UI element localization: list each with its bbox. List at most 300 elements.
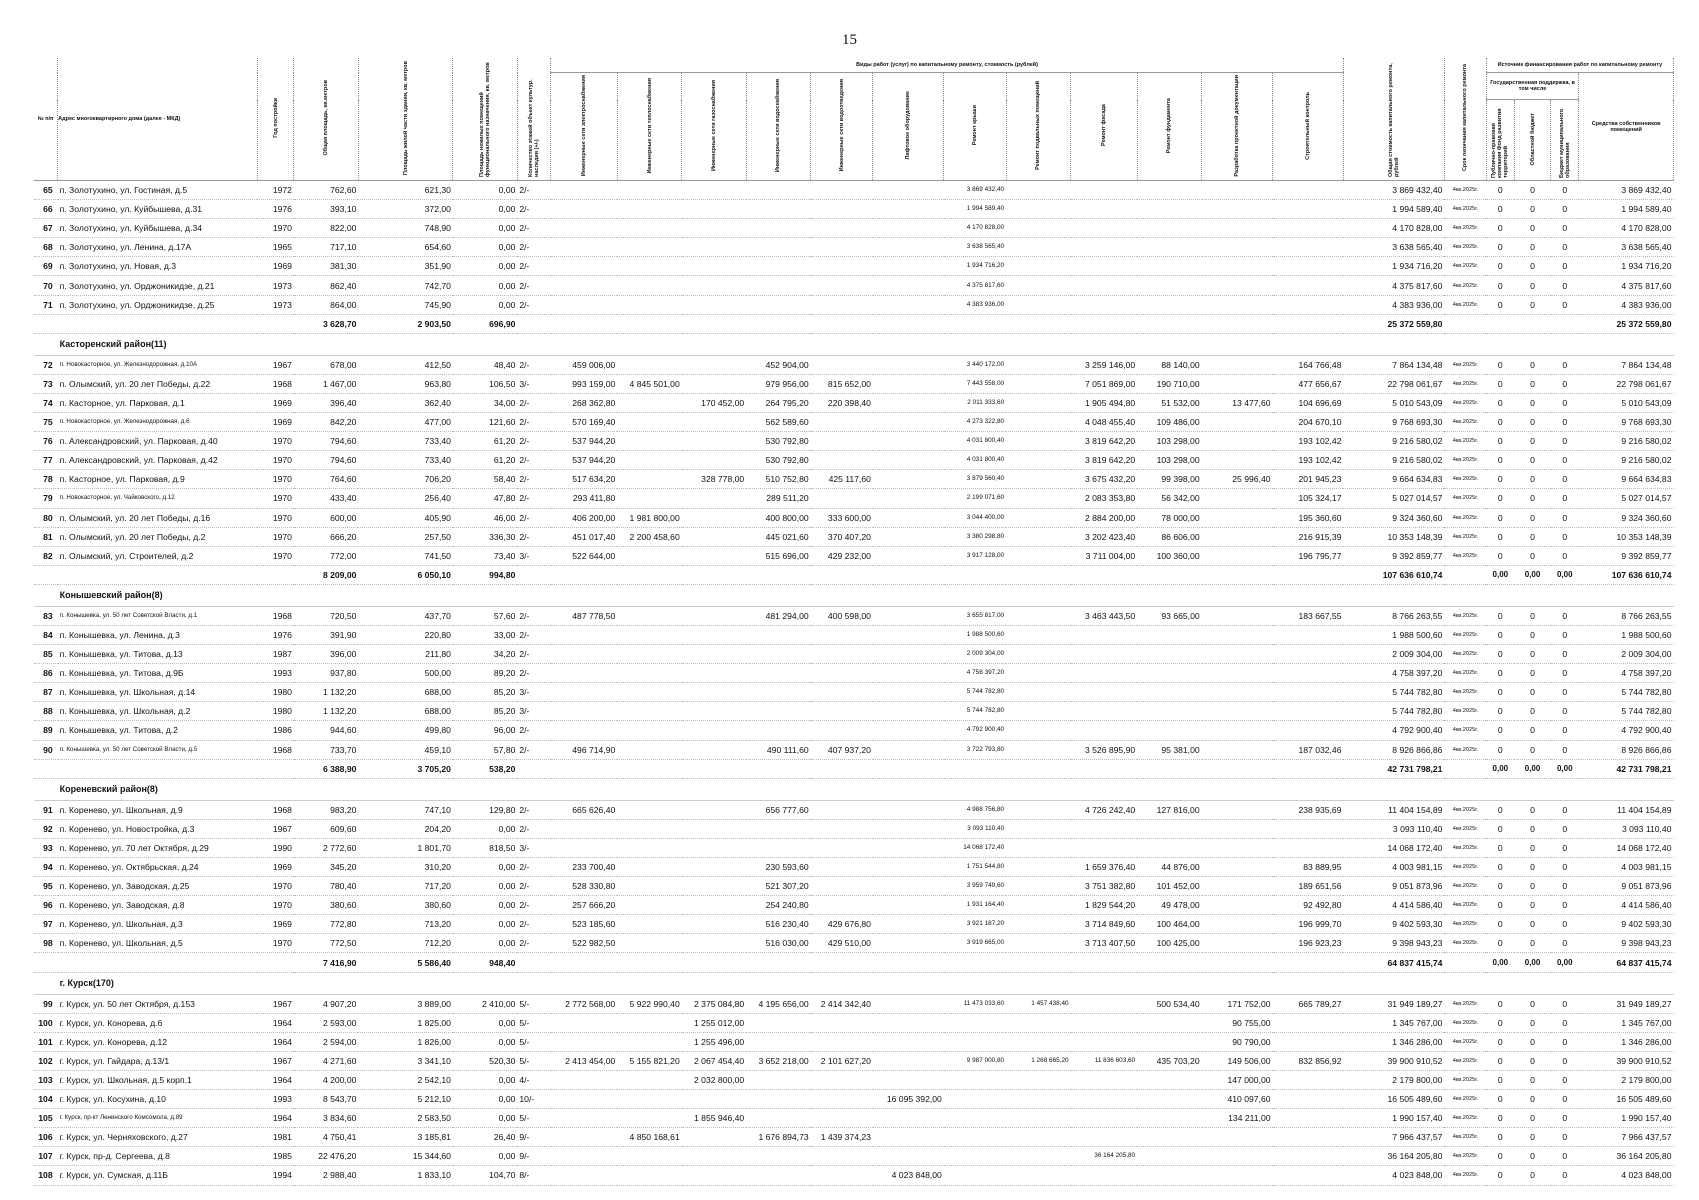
regional-amount-cell: 0: [1514, 508, 1551, 527]
empty-cell: [1202, 759, 1273, 778]
design-cost-cell: 147 000,00: [1202, 1070, 1273, 1089]
deadline-cell: 4кв.2025г.: [1444, 546, 1486, 565]
water-cost-cell: 979 956,00: [746, 374, 810, 393]
total-area-cell: 22 476,20: [294, 1147, 358, 1166]
regional-amount-cell: 0: [1514, 238, 1551, 257]
deadline-cell: 4кв.2025г.: [1444, 470, 1486, 489]
address-cell: п. Золотухино, ул. Ленина, д.17А: [58, 238, 258, 257]
table-row: [34, 819, 1674, 838]
design-cost-cell: 149 506,00: [1202, 1051, 1273, 1070]
header-sources-group: Источник финансирования работ по капитальному ремонту: [1486, 58, 1673, 73]
owners-amount-cell: 5 027 014,57: [1579, 489, 1674, 508]
power-cost-cell: [551, 625, 618, 644]
table-row: [34, 858, 1674, 877]
fund-amount-cell: 0: [1486, 1013, 1514, 1032]
summary-regional-cell: 0,00: [1514, 565, 1551, 584]
total-cost-cell: 5 010 543,09: [1343, 393, 1444, 412]
row-number-cell: 101: [34, 1032, 58, 1051]
nonres-area-cell: 57,60: [453, 606, 517, 625]
summary-total-cell: 8 209,00: [294, 565, 358, 584]
year-cell: 1964: [257, 1032, 294, 1051]
design-cost-cell: 134 211,00: [1202, 1109, 1273, 1128]
table-row: [34, 413, 1674, 432]
municipal-amount-cell: 0: [1551, 896, 1579, 915]
foundation-cost-cell: [1137, 257, 1201, 276]
municipal-amount-cell: 0: [1551, 1128, 1579, 1147]
water-cost-cell: 515 696,00: [746, 546, 810, 565]
row-number-cell: 72: [34, 355, 58, 374]
summary-cost-cell: 64 837 415,74: [1343, 953, 1444, 972]
water-cost-cell: [746, 625, 810, 644]
summary-fund-cell: 0,00: [1486, 953, 1514, 972]
address-cell: п. Олымский, ул. 20 лет Победы, д.16: [58, 508, 258, 527]
municipal-amount-cell: 0: [1551, 934, 1579, 953]
living-area-cell: 733,40: [358, 451, 453, 470]
municipal-amount-cell: 0: [1551, 877, 1579, 896]
fund-amount-cell: 0: [1486, 413, 1514, 432]
empty-cell: [746, 759, 810, 778]
total-cost-cell: 14 068 172,40: [1343, 838, 1444, 857]
regional-amount-cell: 0: [1514, 470, 1551, 489]
total-area-cell: 764,60: [294, 470, 358, 489]
control-cost-cell: 196 923,23: [1273, 934, 1344, 953]
total-cost-cell: 4 383 936,00: [1343, 295, 1444, 314]
design-cost-cell: [1202, 181, 1273, 200]
design-cost-cell: [1202, 355, 1273, 374]
basement-cost-cell: [1006, 1166, 1070, 1185]
total-cost-cell: 3 869 432,40: [1343, 181, 1444, 200]
facade-cost-cell: 3 711 004,00: [1071, 546, 1138, 565]
power-cost-cell: [551, 1147, 618, 1166]
basement-cost-cell: [1006, 1147, 1070, 1166]
power-cost-cell: 2 413 454,00: [551, 1051, 618, 1070]
foundation-cost-cell: [1137, 200, 1201, 219]
empty-cell: [257, 953, 294, 972]
water-cost-cell: 530 792,80: [746, 451, 810, 470]
year-cell: 1990: [257, 838, 294, 857]
design-cost-cell: [1202, 451, 1273, 470]
empty-cell: [873, 314, 944, 333]
year-cell: 1964: [257, 1013, 294, 1032]
regional-amount-cell: 0: [1514, 527, 1551, 546]
sewer-cost-cell: [811, 200, 873, 219]
floors-cell: 5/-: [517, 1032, 550, 1051]
summary-owners-cell: 42 731 798,21: [1579, 759, 1674, 778]
sewer-cost-cell: [811, 645, 873, 664]
power-cost-cell: [551, 238, 618, 257]
sewer-cost-cell: [811, 295, 873, 314]
summary-municipal-cell: [1551, 314, 1579, 333]
roof-cost-cell: 3 869 432,40: [944, 181, 1006, 200]
regional-amount-cell: 0: [1514, 432, 1551, 451]
year-cell: 1976: [257, 625, 294, 644]
total-area-cell: 1 132,20: [294, 683, 358, 702]
nonres-area-cell: 57,80: [453, 740, 517, 759]
empty-cell: [746, 565, 810, 584]
total-area-cell: 396,40: [294, 393, 358, 412]
sewer-cost-cell: 333 600,00: [811, 508, 873, 527]
fund-amount-cell: 0: [1486, 489, 1514, 508]
address-cell: г. Курск, ул. Гайдара, д.13/1: [58, 1051, 258, 1070]
municipal-amount-cell: 0: [1551, 470, 1579, 489]
header-water: Инженерные сети водоснабжения: [775, 78, 782, 173]
design-cost-cell: [1202, 721, 1273, 740]
fund-amount-cell: 0: [1486, 915, 1514, 934]
design-cost-cell: 90 790,00: [1202, 1032, 1273, 1051]
roof-cost-cell: 5 744 782,80: [944, 683, 1006, 702]
lift-cost-cell: [873, 432, 944, 451]
control-cost-cell: 238 935,69: [1273, 800, 1344, 819]
header-facade: Ремонт фасада: [1100, 104, 1107, 147]
sewer-cost-cell: [811, 219, 873, 238]
district-summary-row: [34, 953, 1674, 972]
power-cost-cell: 537 944,20: [551, 432, 618, 451]
heat-cost-cell: [617, 238, 681, 257]
lift-cost-cell: [873, 721, 944, 740]
roof-cost-cell: 4 031 800,40: [944, 451, 1006, 470]
design-cost-cell: [1202, 683, 1273, 702]
address-cell: п. Александровский, ул. Парковая, д.40: [58, 432, 258, 451]
lift-cost-cell: [873, 645, 944, 664]
gas-cost-cell: [682, 721, 746, 740]
foundation-cost-cell: [1137, 181, 1201, 200]
power-cost-cell: 517 634,20: [551, 470, 618, 489]
empty-cell: [551, 565, 618, 584]
water-cost-cell: [746, 1147, 810, 1166]
lift-cost-cell: [873, 1051, 944, 1070]
owners-amount-cell: 1 346 286,00: [1579, 1032, 1674, 1051]
deadline-cell: 4кв.2025г.: [1444, 200, 1486, 219]
summary-fund-cell: 0,00: [1486, 759, 1514, 778]
empty-cell: [1137, 314, 1201, 333]
living-area-cell: 1 833,10: [358, 1166, 453, 1185]
foundation-cost-cell: 44 876,00: [1137, 858, 1201, 877]
total-cost-cell: 9 051 873,96: [1343, 877, 1444, 896]
header-nonres-area: Площадь нежилых помещений функционального назначения, кв. метров: [479, 62, 492, 177]
year-cell: 1969: [257, 858, 294, 877]
table-row: [34, 527, 1674, 546]
year-cell: 1967: [257, 1051, 294, 1070]
empty-cell: [746, 953, 810, 972]
heat-cost-cell: [617, 276, 681, 295]
row-number-cell: 81: [34, 527, 58, 546]
deadline-cell: 4кв.2025г.: [1444, 645, 1486, 664]
header-address: Адрес многоквартирного дома (далее - МКД): [58, 116, 181, 122]
row-number-cell: 97: [34, 915, 58, 934]
basement-cost-cell: [1006, 800, 1070, 819]
water-cost-cell: 1 676 894,73: [746, 1128, 810, 1147]
owners-amount-cell: 3 869 432,40: [1579, 181, 1674, 200]
total-area-cell: 396,00: [294, 645, 358, 664]
row-number-cell: 107: [34, 1147, 58, 1166]
sewer-cost-cell: [811, 238, 873, 257]
lift-cost-cell: 16 095 392,00: [873, 1090, 944, 1109]
deadline-cell: 4кв.2025г.: [1444, 374, 1486, 393]
total-cost-cell: 3 638 565,40: [1343, 238, 1444, 257]
empty-cell: [551, 759, 618, 778]
regional-amount-cell: 0: [1514, 606, 1551, 625]
sewer-cost-cell: 429 676,80: [811, 915, 873, 934]
total-area-cell: 391,90: [294, 625, 358, 644]
owners-amount-cell: 9 324 360,60: [1579, 508, 1674, 527]
municipal-amount-cell: 0: [1551, 606, 1579, 625]
foundation-cost-cell: [1137, 1109, 1201, 1128]
owners-amount-cell: 2 009 304,00: [1579, 645, 1674, 664]
total-area-cell: 822,00: [294, 219, 358, 238]
total-cost-cell: 8 926 866,86: [1343, 740, 1444, 759]
roof-cost-cell: 3 655 817,00: [944, 606, 1006, 625]
year-cell: 1968: [257, 740, 294, 759]
control-cost-cell: [1273, 1032, 1344, 1051]
power-cost-cell: [551, 838, 618, 857]
foundation-cost-cell: [1137, 219, 1201, 238]
total-area-cell: 666,20: [294, 527, 358, 546]
empty-cell: [551, 953, 618, 972]
sewer-cost-cell: 2 101 627,20: [811, 1051, 873, 1070]
gas-cost-cell: [682, 451, 746, 470]
empty-cell: [1006, 565, 1070, 584]
heat-cost-cell: [617, 858, 681, 877]
empty-cell: [617, 314, 681, 333]
address-cell: п. Золотухино, ул. Орджоникидзе, д.21: [58, 276, 258, 295]
summary-total-cell: 7 416,90: [294, 953, 358, 972]
sewer-cost-cell: [811, 625, 873, 644]
total-area-cell: 780,40: [294, 877, 358, 896]
floors-cell: 2/-: [517, 606, 550, 625]
total-area-cell: 983,20: [294, 800, 358, 819]
living-area-cell: 405,90: [358, 508, 453, 527]
table-row: [34, 181, 1674, 200]
empty-cell: [811, 759, 873, 778]
deadline-cell: 4кв.2025г.: [1444, 413, 1486, 432]
nonres-area-cell: 129,80: [453, 800, 517, 819]
roof-cost-cell: 3 044 400,00: [944, 508, 1006, 527]
power-cost-cell: [551, 1128, 618, 1147]
facade-cost-cell: 36 164 205,80: [1071, 1147, 1138, 1166]
empty-cell: [58, 759, 258, 778]
empty-cell: [873, 565, 944, 584]
basement-cost-cell: [1006, 470, 1070, 489]
row-number-cell: 87: [34, 683, 58, 702]
design-cost-cell: [1202, 625, 1273, 644]
municipal-amount-cell: 0: [1551, 664, 1579, 683]
deadline-cell: 4кв.2025г.: [1444, 257, 1486, 276]
owners-amount-cell: 8 766 263,55: [1579, 606, 1674, 625]
living-area-cell: 1 826,00: [358, 1032, 453, 1051]
foundation-cost-cell: 88 140,00: [1137, 355, 1201, 374]
lift-cost-cell: 4 023 848,00: [873, 1166, 944, 1185]
regional-amount-cell: 0: [1514, 740, 1551, 759]
header-floors: Количество этажей объект культур. наследия (+/-): [528, 79, 541, 177]
floors-cell: 4/-: [517, 1070, 550, 1089]
foundation-cost-cell: [1137, 1147, 1201, 1166]
municipal-amount-cell: 0: [1551, 1166, 1579, 1185]
year-cell: 1969: [257, 257, 294, 276]
control-cost-cell: [1273, 819, 1344, 838]
year-cell: 1970: [257, 527, 294, 546]
row-number-cell: 68: [34, 238, 58, 257]
nonres-area-cell: 61,20: [453, 432, 517, 451]
fund-amount-cell: 0: [1486, 355, 1514, 374]
summary-owners-cell: 107 636 610,74: [1579, 565, 1674, 584]
gas-cost-cell: [682, 1128, 746, 1147]
water-cost-cell: 490 111,60: [746, 740, 810, 759]
empty-cell: [1444, 759, 1486, 778]
table-row: [34, 838, 1674, 857]
roof-cost-cell: 4 031 800,40: [944, 432, 1006, 451]
floors-cell: 2/-: [517, 819, 550, 838]
owners-amount-cell: 4 003 981,15: [1579, 858, 1674, 877]
table-row: [34, 470, 1674, 489]
total-area-cell: 4 271,60: [294, 1051, 358, 1070]
empty-cell: [517, 565, 550, 584]
municipal-amount-cell: 0: [1551, 1032, 1579, 1051]
address-cell: г. Курск, ул. Конорева, д.6: [58, 1013, 258, 1032]
heat-cost-cell: [617, 432, 681, 451]
regional-amount-cell: 0: [1514, 877, 1551, 896]
floors-cell: 2/-: [517, 508, 550, 527]
total-area-cell: 678,00: [294, 355, 358, 374]
power-cost-cell: [551, 1013, 618, 1032]
water-cost-cell: [746, 1109, 810, 1128]
total-cost-cell: 8 766 263,55: [1343, 606, 1444, 625]
total-cost-cell: 4 023 848,00: [1343, 1166, 1444, 1185]
roof-cost-cell: 5 744 782,80: [944, 702, 1006, 721]
regional-amount-cell: 0: [1514, 1013, 1551, 1032]
nonres-area-cell: 2 410,00: [453, 994, 517, 1013]
deadline-cell: 4кв.2025г.: [1444, 181, 1486, 200]
basement-cost-cell: [1006, 877, 1070, 896]
foundation-cost-cell: [1137, 625, 1201, 644]
nonres-area-cell: 104,70: [453, 1166, 517, 1185]
total-cost-cell: 22 798 061,67: [1343, 374, 1444, 393]
total-area-cell: 717,10: [294, 238, 358, 257]
basement-cost-cell: [1006, 915, 1070, 934]
total-cost-cell: 4 758 397,20: [1343, 664, 1444, 683]
summary-fund-cell: [1486, 314, 1514, 333]
owners-amount-cell: 9 664 634,83: [1579, 470, 1674, 489]
water-cost-cell: [746, 276, 810, 295]
heat-cost-cell: [617, 877, 681, 896]
fund-amount-cell: 0: [1486, 664, 1514, 683]
foundation-cost-cell: [1137, 238, 1201, 257]
design-cost-cell: 90 755,00: [1202, 1013, 1273, 1032]
table-row: [34, 1147, 1674, 1166]
design-cost-cell: [1202, 819, 1273, 838]
basement-cost-cell: [1006, 1128, 1070, 1147]
total-area-cell: 944,60: [294, 721, 358, 740]
lift-cost-cell: [873, 838, 944, 857]
control-cost-cell: [1273, 664, 1344, 683]
year-cell: 1965: [257, 238, 294, 257]
row-number-cell: 95: [34, 877, 58, 896]
table-row: [34, 915, 1674, 934]
table-row: [34, 625, 1674, 644]
floors-cell: 2/-: [517, 858, 550, 877]
foundation-cost-cell: 99 398,00: [1137, 470, 1201, 489]
floors-cell: 2/-: [517, 355, 550, 374]
regional-amount-cell: 0: [1514, 489, 1551, 508]
facade-cost-cell: 4 726 242,40: [1071, 800, 1138, 819]
design-cost-cell: [1202, 740, 1273, 759]
year-cell: 1976: [257, 200, 294, 219]
lift-cost-cell: [873, 219, 944, 238]
living-area-cell: 963,80: [358, 374, 453, 393]
total-area-cell: 762,60: [294, 181, 358, 200]
lift-cost-cell: [873, 858, 944, 877]
owners-amount-cell: 9 051 873,96: [1579, 877, 1674, 896]
roof-cost-cell: 4 758 397,20: [944, 664, 1006, 683]
empty-cell: [1273, 314, 1344, 333]
deadline-cell: 4кв.2025г.: [1444, 819, 1486, 838]
regional-amount-cell: 0: [1514, 451, 1551, 470]
municipal-amount-cell: 0: [1551, 1109, 1579, 1128]
row-number-cell: 104: [34, 1090, 58, 1109]
roof-cost-cell: 2 011 333,60: [944, 393, 1006, 412]
deadline-cell: 4кв.2025г.: [1444, 721, 1486, 740]
year-cell: 1973: [257, 276, 294, 295]
basement-cost-cell: [1006, 451, 1070, 470]
owners-amount-cell: 1 345 767,00: [1579, 1013, 1674, 1032]
table-row: [34, 508, 1674, 527]
control-cost-cell: [1273, 838, 1344, 857]
gas-cost-cell: [682, 295, 746, 314]
water-cost-cell: [746, 645, 810, 664]
total-area-cell: 8 543,70: [294, 1090, 358, 1109]
heat-cost-cell: [617, 489, 681, 508]
municipal-amount-cell: 0: [1551, 645, 1579, 664]
gas-cost-cell: 1 255 012,00: [682, 1013, 746, 1032]
header-year: Год постройки: [272, 98, 279, 138]
basement-cost-cell: [1006, 606, 1070, 625]
design-cost-cell: 171 752,00: [1202, 994, 1273, 1013]
summary-cost-cell: 25 372 559,80: [1343, 314, 1444, 333]
power-cost-cell: 257 666,20: [551, 896, 618, 915]
regional-amount-cell: 0: [1514, 200, 1551, 219]
roof-cost-cell: 4 383 936,00: [944, 295, 1006, 314]
basement-cost-cell: [1006, 489, 1070, 508]
facade-cost-cell: 3 751 382,80: [1071, 877, 1138, 896]
summary-municipal-cell: 0,00: [1551, 565, 1579, 584]
control-cost-cell: 193 102,42: [1273, 432, 1344, 451]
control-cost-cell: 83 889,95: [1273, 858, 1344, 877]
empty-cell: [257, 314, 294, 333]
empty-cell: [34, 972, 58, 994]
total-area-cell: 794,60: [294, 432, 358, 451]
heat-cost-cell: 5 155 821,20: [617, 1051, 681, 1070]
municipal-amount-cell: 0: [1551, 413, 1579, 432]
living-area-cell: 380,60: [358, 896, 453, 915]
heat-cost-cell: [617, 1032, 681, 1051]
nonres-area-cell: 85,20: [453, 702, 517, 721]
sewer-cost-cell: [811, 702, 873, 721]
table-row: [34, 721, 1674, 740]
empty-cell: [1006, 953, 1070, 972]
roof-cost-cell: 1 988 500,60: [944, 625, 1006, 644]
owners-amount-cell: 31 949 189,27: [1579, 994, 1674, 1013]
municipal-amount-cell: 0: [1551, 527, 1579, 546]
living-area-cell: 3 889,00: [358, 994, 453, 1013]
table-row: [34, 200, 1674, 219]
water-cost-cell: 510 752,80: [746, 470, 810, 489]
nonres-area-cell: 0,00: [453, 1013, 517, 1032]
gas-cost-cell: [682, 896, 746, 915]
header-gas: Инженерные сети газоснабжения: [710, 79, 717, 172]
floors-cell: 2/-: [517, 451, 550, 470]
water-cost-cell: 4 195 656,00: [746, 994, 810, 1013]
control-cost-cell: 477 656,67: [1273, 374, 1344, 393]
table-row: [34, 896, 1674, 915]
